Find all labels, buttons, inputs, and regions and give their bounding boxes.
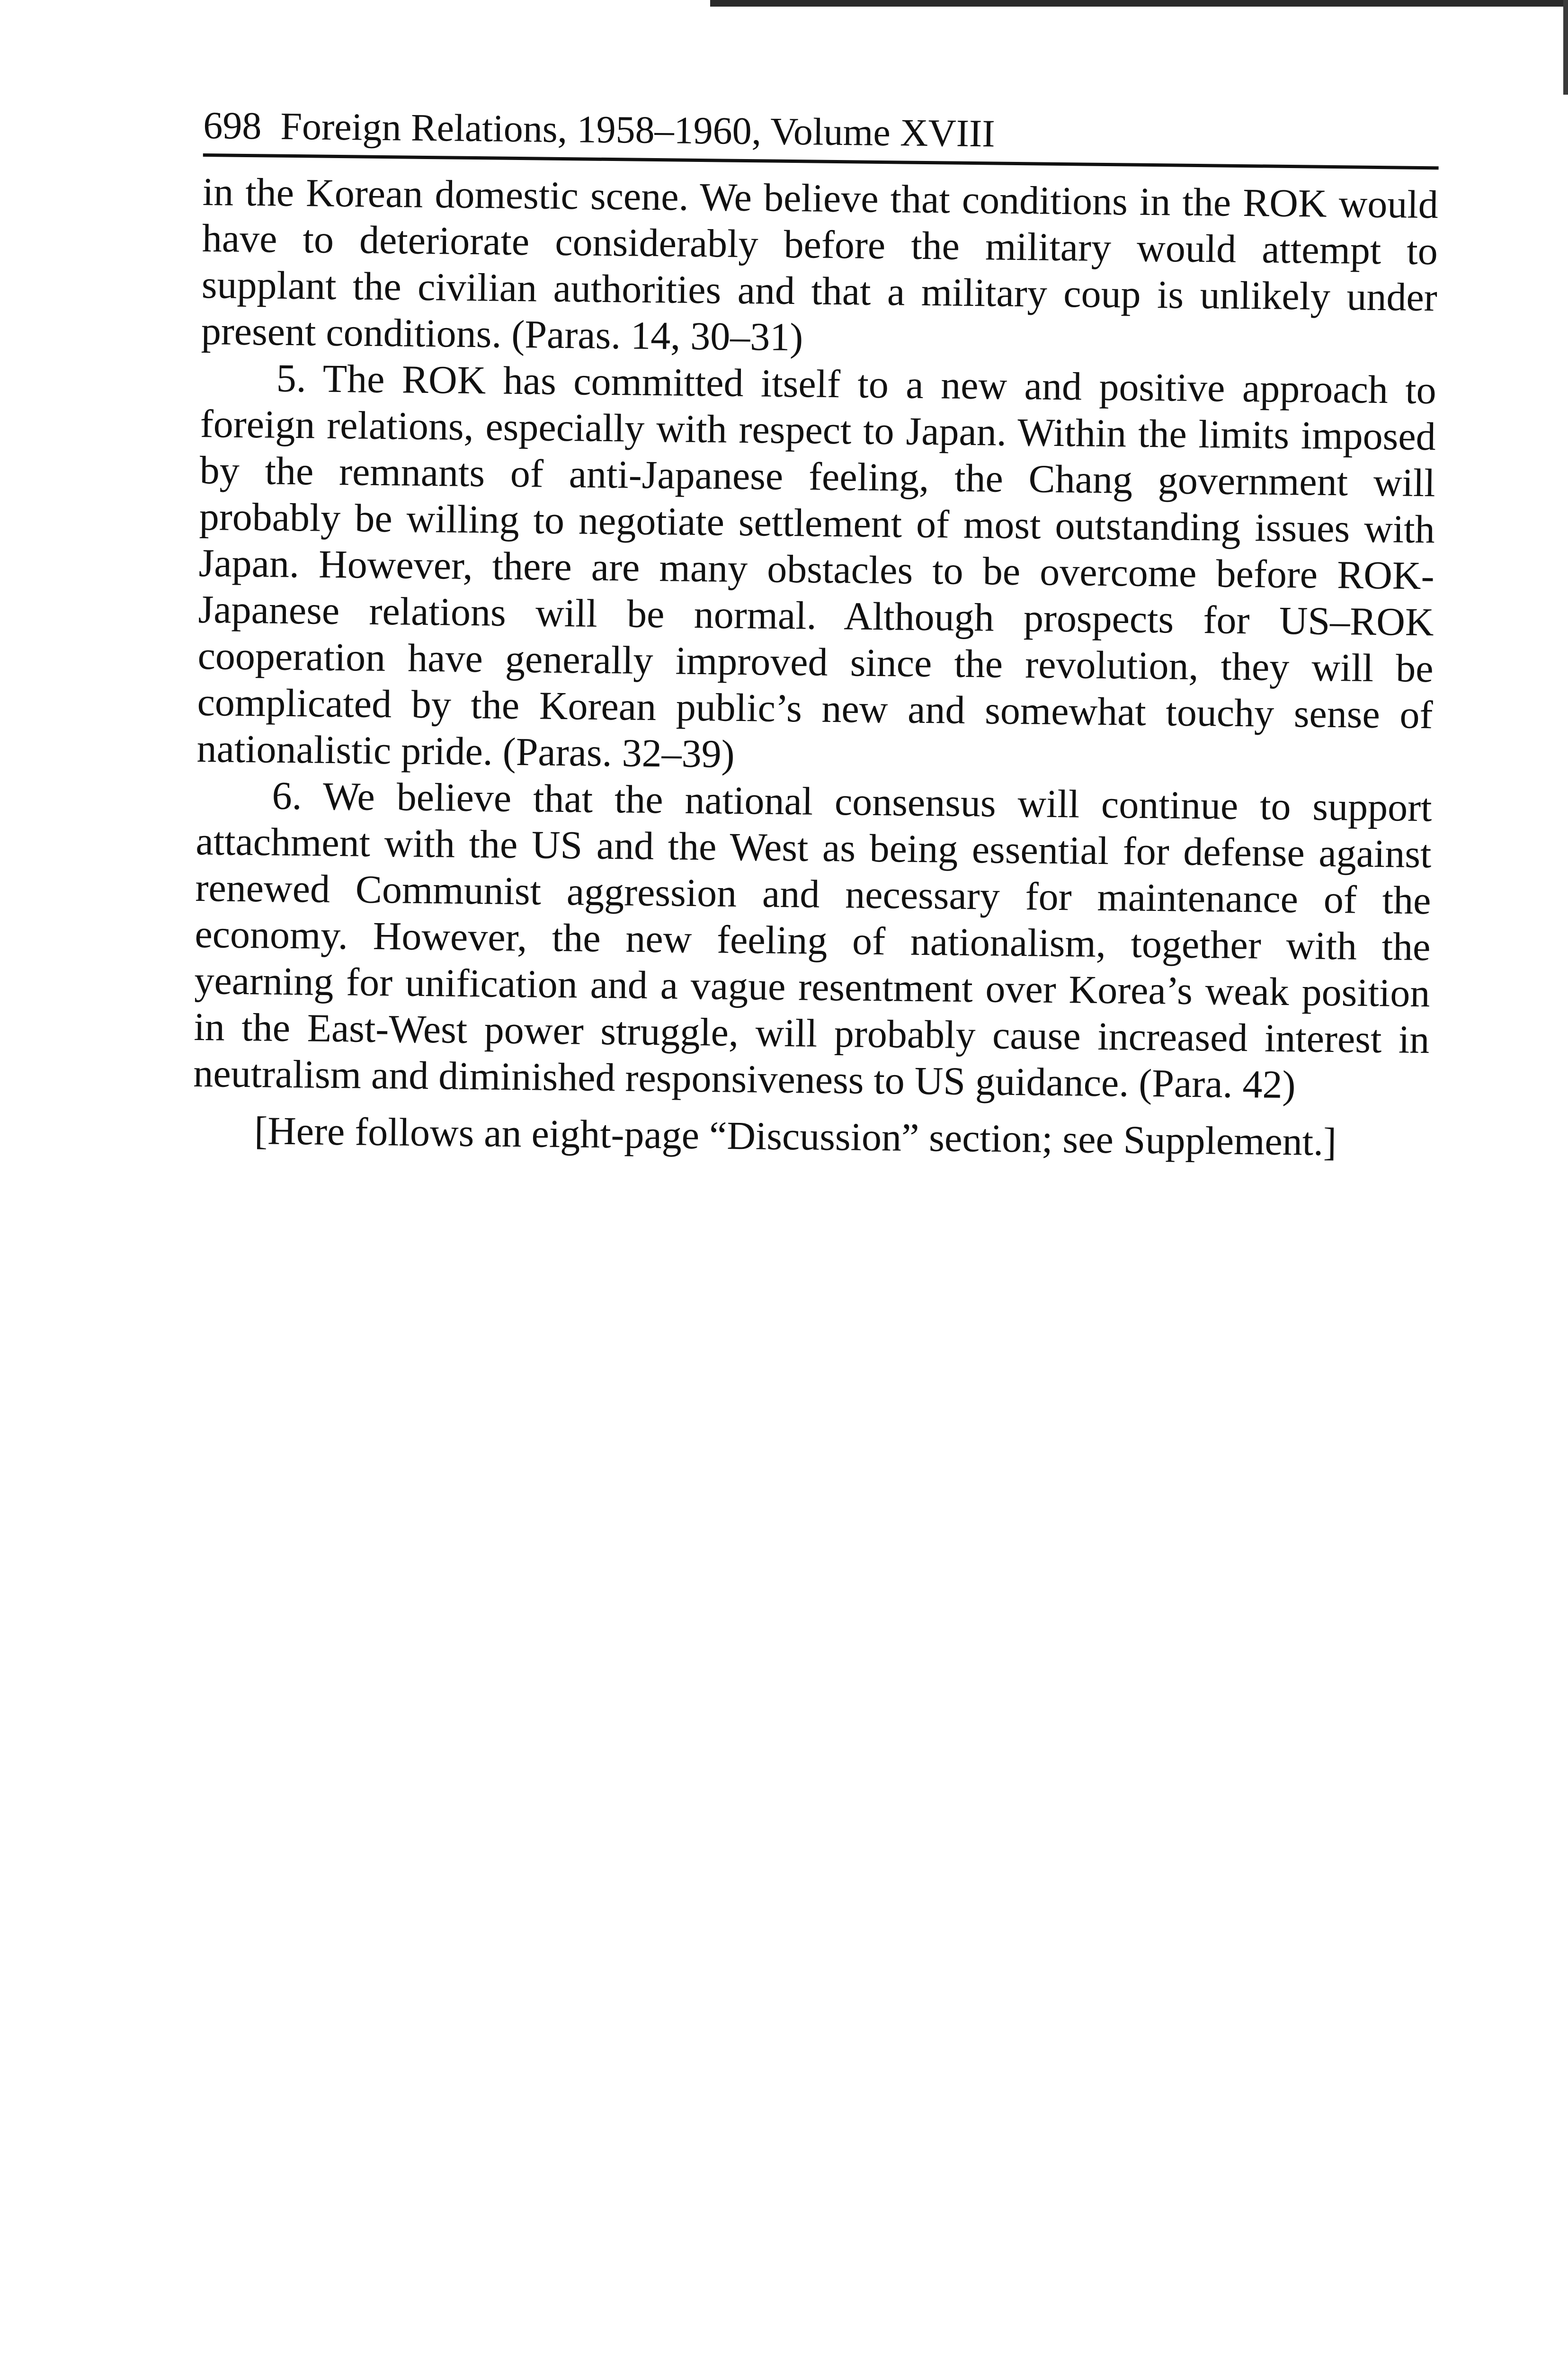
page-number: 698 (203, 103, 262, 148)
document-page (193, 99, 1439, 1166)
paragraph-6: 6. We believe that the national consensus will continue to support attachment with the US and the West as being essential for defense against renewed Communist aggression and necessary for maintenance of the economy. However, the new feeling of nationalism, together with the yearning for unification and a vague resentment over Korea’s weak position in the East-West power struggle, will probably cause increased interest in neutralism and diminished responsiveness to US guidance. (Para. 42) (193, 774, 1432, 1107)
body-text (193, 169, 1439, 1166)
volume-title: Foreign Relations, 1958–1960, Volume XVIII (280, 104, 996, 155)
paragraph-continued: in the Korean domestic scene. We believe that conditions in the ROK would have to deteriorate considerably before the military would attempt to supplant the civilian authorities and that a military coup is unlikely under present conditions. (Paras. 14, 30–31) (201, 169, 1439, 360)
running-header (203, 99, 1439, 169)
scan-edge-top (710, 0, 1568, 7)
paragraph-5: 5. The ROK has committed itself to a new and positive approach to foreign relations, especially with respect to Japan. Within the limits imposed by the remnants of anti-Japanese feeling, the Chang government will probably be willing to negotiate settlement of most outstanding issues with Japan. However, there are many obstacles to be overcome before ROK-Japanese relations will be normal. Although prospects for US–ROK cooperation have generally improved since the revolution, they will be complicated by the Korean public’s new and somewhat touchy sense of nationalistic pride. (Paras. 32–39) (196, 356, 1437, 776)
editorial-note: [Here follows an eight-page “Discussion” section; see Supplement.] (254, 1109, 1337, 1165)
scan-edge-right (1563, 0, 1568, 95)
